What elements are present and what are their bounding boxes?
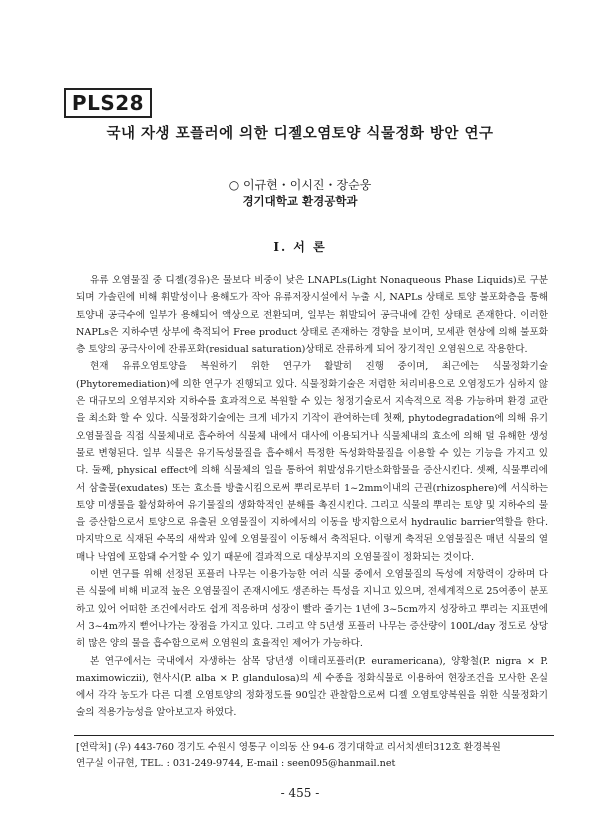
affiliation: 경기대학교 환경공학과 <box>242 194 358 208</box>
paper-title: 국내 자생 포플러에 의한 디젤오염토양 식물정화 방안 연구 <box>106 125 494 142</box>
contact-details: 연구실 이규현, TEL. : 031-249-9744, E-mail : seen095@hanmail.net <box>76 758 396 769</box>
body-text <box>76 272 548 722</box>
author-list: ○ 이규현・이시진・장순웅 <box>228 178 372 192</box>
footer-divider <box>74 735 554 736</box>
paragraph: 본 연구에서는 국내에서 자생하는 삼목 당년생 이태리포플러(P. euramericana), 양황철(P. nigra × P. maximowiczii), 현사시(P. alba × P. glandulosa)의 세 수종을 정화식물로 이용하여 현장조건을 모사한 온실에서 각각 농도가 다른 디젤 오염토양의 정화정도를 90일간 관찰함으로써 디젤 오염토양복원을 위한 식물정화기술의 적용가능성을 알아보고자 하였다. <box>76 655 548 719</box>
paragraph: 유류 오염물질 중 디젤(경유)은 물보다 비중이 낮은 LNAPLs(Light Nonaqueous Phase Liquids)로 구분되며 가솔린에 비해 휘발성이나 용해도가 작아 유류저장시설에서 누출 시, NAPLs 상태로 토양 불포화층을 통해 토양내 공극수에 일부가 용해되어 액상으로 전환되며, 일부는 휘발되어 공극내에 갇힌 상태로 존재한다. 이러한 NAPLs은 지하수면 상부에 축적되어 Free product 상태로 존재하는 경향을 보이며, 모세관 현상에 의해 불포화층 토양의 공극사이에 잔류포화(residual saturation)상태로 잔류하게 되어 장기적인 오염원으로 작용한다. <box>76 275 548 356</box>
contact-address: [연락처] (우) 443-760 경기도 수원시 영통구 이의동 산 94-6 경기대학교 리서치센터312호 환경복원 <box>76 742 501 753</box>
paper-code-badge: PLS28 <box>64 88 152 118</box>
contact-footer <box>76 740 556 772</box>
paragraph: 현재 유류오염토양을 복원하기 위한 연구가 활발히 진행 중이며, 최근에는 식물정화기술(Phytoremediation)에 의한 연구가 진행되고 있다. 식물정화기술은 저렴한 처리비용으로 오염정도가 심하지 않은 대규모의 오염부지와 지하수를 효과적으로 복원할 수 있는 청정기술로서 지속적으로 적용 가능하며 환경 교란을 최소화 할 수 있다. 식물정화기술에는 크게 네가지 기작이 관여하는데 첫째, phytodegradation에 의해 유기오염물질을 직접 식물체내로 흡수하여 식물체 내에서 대사에 이용되거나 식물체내의 효소에 의해 덜 유해한 생성물로 변형된다. 일부 식물은 유기독성물질을 흡수해서 특정한 독성화학물질을 이용할 수 있는 기능을 가지고 있다. 둘째, physical effect에 의해 식물체의 일을 통하여 휘발성유기탄소화합물을 증산시킨다. 셋째, 식물뿌리에서 삼출물(exudates) 또는 효소를 방출시킴으로써 뿌리로부터 1~2mm이내의 근권(rhizosphere)에 서식하는 토양 미생물을 활성화하여 유기물질의 생화학적인 분해를 촉진시킨다. 그리고 식물의 뿌리는 토양 및 지하수의 물을 증산함으로서 토양으로 유출된 오염물질이 지하에서의 이동을 방지함으로서 hydraulic barrier역할을 한다. 마지막으로 식재된 수목의 새싹과 잎에 오염물질이 이동해서 축적된다. 이렇게 축적된 오염물질은 매년 식물의 열매나 낙엽에 포함돼 수거할 수 있기 때문에 결과적으로 대상부지의 오염물질이 정화되는 것이다. <box>76 361 548 563</box>
page-number: - 455 - <box>280 786 320 800</box>
section-heading: Ⅰ. 서 론 <box>273 240 327 254</box>
paragraph: 이번 연구를 위해 선정된 포플러 나무는 이용가능한 여러 식물 중에서 오염물질의 독성에 저항력이 강하며 다른 식물에 비해 비교적 높은 오염물질이 존재시에도 생존하는 특성을 지니고 있으며, 전세계적으로 25여종이 분포하고 있어 어떠한 조건에서라도 쉽게 적응하며 성장이 빨라 줄기는 1년에 3~5cm까지 성장하고 뿌리는 지표면에서 3~4m까지 뻗어나가는 장점을 가지고 있다. 그리고 약 5년생 포플러 나무는 증산량이 100L/day 정도로 상당히 많은 양의 물을 흡수함으로써 오염원의 효율적인 제어가 가능하다. <box>76 569 548 650</box>
